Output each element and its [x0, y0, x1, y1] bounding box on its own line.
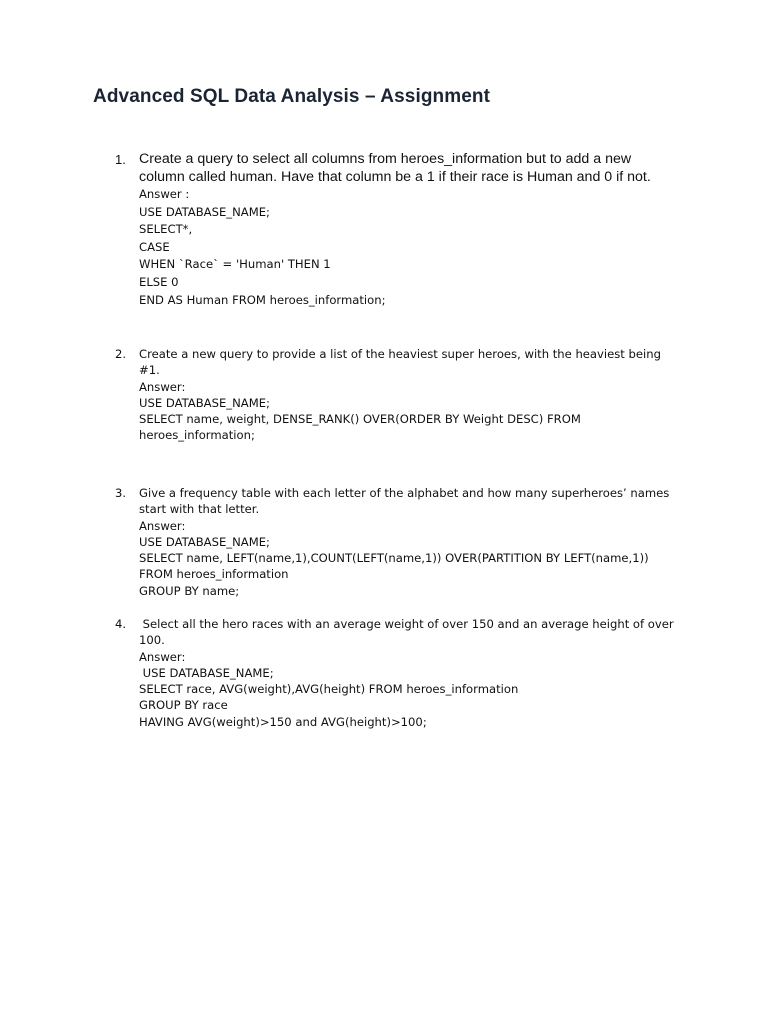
- prompt-line: #1.: [139, 363, 160, 378]
- code-line: END AS Human FROM heroes_information;: [139, 292, 386, 307]
- code-line: USE DATABASE_NAME;: [139, 395, 270, 410]
- question-number: 4.: [115, 617, 127, 631]
- answer-block: [139, 518, 679, 599]
- code-line: HAVING AVG(weight)>150 and AVG(height)>100;: [139, 714, 427, 729]
- code-line: FROM heroes_information: [139, 567, 289, 582]
- question-prompt: [115, 346, 679, 379]
- document-title: Advanced SQL Data Analysis – Assignment: [93, 86, 491, 107]
- question-1: [115, 151, 679, 309]
- code-line: USE DATABASE_NAME;: [139, 534, 270, 549]
- prompt-line: Create a query to select all columns from heroes_information but to add a new: [139, 151, 632, 167]
- question-prompt: [115, 616, 679, 649]
- question-number: 3.: [115, 486, 127, 500]
- answer-block: [139, 649, 679, 730]
- answer-label: Answer:: [139, 518, 186, 533]
- code-line: GROUP BY race: [139, 698, 228, 713]
- answer-block: [139, 186, 679, 309]
- prompt-line: Give a frequency table with each letter of the alphabet and how many superheroes’ names: [139, 486, 670, 500]
- prompt-line: 100.: [139, 633, 165, 648]
- code-line: CASE: [139, 239, 170, 254]
- code-line: SELECT name, LEFT(name,1),COUNT(LEFT(name,1)) OVER(PARTITION BY LEFT(name,1)): [139, 551, 649, 566]
- code-line: SELECT race, AVG(weight),AVG(height) FROM heroes_information: [139, 682, 519, 697]
- question-prompt: [115, 485, 679, 518]
- code-line: WHEN `Race` = 'Human' THEN 1: [139, 257, 331, 272]
- code-line: GROUP BY name;: [139, 583, 240, 598]
- question-prompt: [115, 151, 679, 186]
- answer-label: Answer:: [139, 649, 186, 664]
- code-line: USE DATABASE_NAME;: [139, 665, 274, 680]
- question-number: 1.: [115, 152, 126, 167]
- prompt-line: Select all the hero races with an average weight of over 150 and an average height of over: [139, 617, 674, 631]
- answer-label: Answer:: [139, 379, 186, 394]
- prompt-line: start with that letter.: [139, 502, 260, 517]
- answer-label: Answer :: [139, 187, 190, 201]
- prompt-line: column called human. Have that column be a 1 if their race is Human and 0 if not.: [139, 168, 651, 185]
- code-line: ELSE 0: [139, 274, 179, 289]
- code-line: heroes_information;: [139, 428, 255, 443]
- question-number: 2.: [115, 347, 127, 361]
- question-3: [115, 485, 679, 599]
- prompt-line: Create a new query to provide a list of the heaviest super heroes, with the heaviest being: [139, 347, 661, 361]
- code-line: USE DATABASE_NAME;: [139, 204, 270, 219]
- question-2: [115, 346, 679, 444]
- answer-block: [139, 379, 679, 444]
- code-line: SELECT name, weight, DENSE_RANK() OVER(ORDER BY Weight DESC) FROM: [139, 412, 581, 427]
- code-line: SELECT*,: [139, 222, 193, 237]
- question-4: [115, 616, 679, 730]
